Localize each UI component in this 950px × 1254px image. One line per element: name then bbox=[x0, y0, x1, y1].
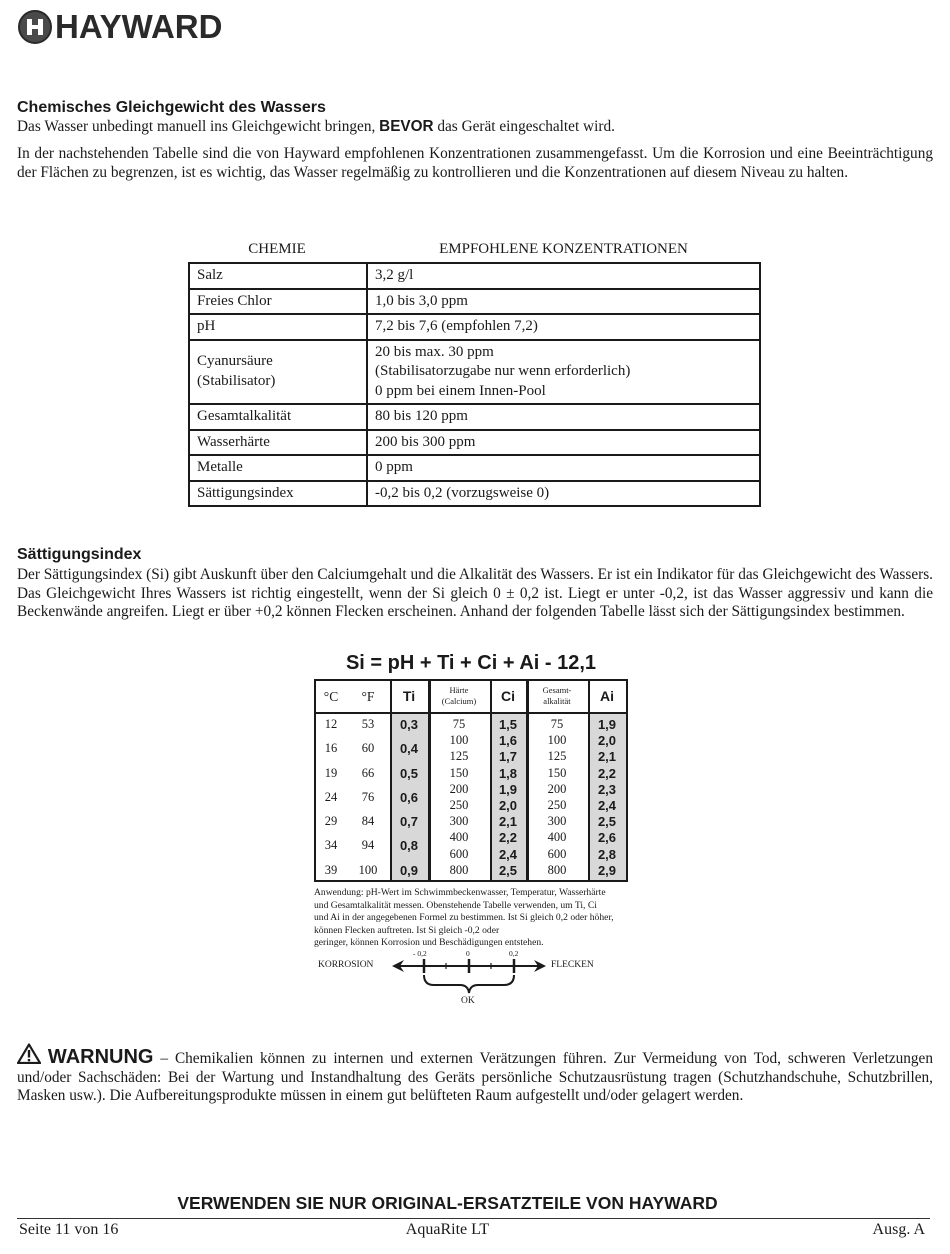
table-row bbox=[189, 481, 760, 507]
chemistry-paragraph: In der nachstehenden Tabelle sind die von Hayward empfohlenen Konzentrationen zusammengefasst. Um die Korrosion und eine Beeinträchtigung der Flächen zu begrenzen, ist es wichtig, das Wasser regelmäßig zu kontrollieren und die Konzentrationen auf diesem Niveau zu halten. bbox=[17, 145, 933, 181]
si-cell: 94 bbox=[361, 838, 375, 852]
si-cell: 29 bbox=[324, 814, 338, 828]
si-cell: 150 bbox=[547, 765, 567, 780]
si-cell: 1,9 bbox=[597, 717, 617, 732]
intro-bold: BEVOR bbox=[379, 118, 434, 135]
chem-value-line: 0 ppm bei einem Innen-Pool bbox=[375, 382, 546, 399]
si-cell: 39 bbox=[324, 863, 338, 877]
table-row bbox=[189, 430, 760, 456]
si-cell: 2,1 bbox=[498, 814, 518, 830]
chem-name: Gesamtalkalität bbox=[189, 404, 367, 430]
si-table-header bbox=[316, 681, 626, 714]
header-hardness-line1: Härte bbox=[449, 685, 469, 695]
si-cell: 400 bbox=[547, 830, 567, 845]
si-cell: 75 bbox=[452, 717, 466, 731]
si-cell: 0,5 bbox=[399, 766, 419, 781]
note-line: und Gesamtalkalität messen. Obenstehende Tabelle verwenden, um Ti, Ci bbox=[314, 899, 597, 911]
si-cell: 800 bbox=[547, 862, 567, 877]
chem-name-line: (Stabilisator) bbox=[197, 372, 276, 389]
si-cell: 0,8 bbox=[399, 838, 419, 853]
chem-value: 200 bis 300 ppm bbox=[367, 430, 760, 456]
si-cell: 250 bbox=[449, 798, 469, 812]
chem-value: 80 bis 120 ppm bbox=[367, 404, 760, 430]
si-cell: 0,9 bbox=[399, 863, 419, 878]
table-row bbox=[189, 455, 760, 481]
si-cell: 2,3 bbox=[597, 781, 617, 797]
header-alkalinity-line1: Gesamt- bbox=[542, 685, 572, 695]
hayward-logo bbox=[18, 10, 222, 44]
chem-value: 1,0 bis 3,0 ppm bbox=[367, 289, 760, 315]
chem-name-line: Cyanursäure bbox=[197, 353, 273, 370]
si-cell: 100 bbox=[449, 733, 469, 748]
header-celsius: °C bbox=[323, 689, 339, 704]
si-cell: 53 bbox=[361, 717, 375, 731]
warning-triangle-icon bbox=[17, 1043, 41, 1064]
header-hardness bbox=[428, 685, 490, 707]
scale-tick-plus: 0,2 bbox=[509, 949, 519, 958]
header-fahrenheit: °F bbox=[361, 689, 375, 704]
chem-name: Sättigungsindex bbox=[189, 481, 367, 507]
saturation-scale-arrow bbox=[390, 955, 550, 997]
si-cell: 34 bbox=[324, 838, 338, 852]
si-cell: 2,2 bbox=[498, 830, 518, 846]
saturation-paragraph: Der Sättigungsindex (Si) gibt Auskunft über den Calciumgehalt und die Alkalität des Wassers. Er ist ein Indikator für das Gleichgewicht des Wassers. Das Gleichgewicht Ihres Wassers ist richtig eingestellt, wenn der Si gleich 0 ± 0,2 ist. Liegt er unter -0,2, ist das Wasser aggressiv und kann die Beckenwände angreifen. Liegt er über +0,2 können Flecken erscheinen. Anhand der folgenden Tabelle lässt sich der Sättigungsindex bestimmen. bbox=[17, 566, 933, 620]
si-cell: 600 bbox=[449, 846, 469, 861]
chem-value: 7,2 bis 7,6 (empfohlen 7,2) bbox=[367, 314, 760, 340]
si-cell: 300 bbox=[449, 814, 469, 829]
si-cell: 75 bbox=[550, 717, 564, 731]
warning-text: – Chemikalien können zu internen und externen Verätzungen führen. Zur Vermeidung von Tod, schweren Verletzungen und/oder Sachschäden: Bei der Wartung und Instandhaltung des Geräts persönliche Schutzausrüstung tragen (Schutzhandschuhe, Schutzbrillen, Masken usw.). Die Aufbereitungsprodukte müssen in einem gut belüfteten Raum aufgestellt und/oder gelagert werden. bbox=[17, 1050, 933, 1104]
si-cell: 0,4 bbox=[399, 741, 419, 756]
header-ai: Ai bbox=[600, 688, 614, 704]
si-cell: 2,4 bbox=[498, 846, 518, 862]
chemistry-table bbox=[188, 262, 761, 507]
chem-header-concentration: EMPFOHLENE KONZENTRATIONEN bbox=[439, 241, 688, 257]
si-cell: 2,1 bbox=[597, 749, 617, 765]
chem-name bbox=[189, 340, 367, 405]
header-ti: Ti bbox=[402, 688, 416, 704]
si-cell: 2,9 bbox=[597, 862, 617, 878]
si-formula: Si = pH + Ti + Ci + Ai - 12,1 bbox=[345, 652, 597, 674]
si-cell: 76 bbox=[361, 790, 375, 804]
si-cell: 2,4 bbox=[597, 798, 617, 813]
chem-value: 3,2 g/l bbox=[367, 263, 760, 289]
chem-header-chemistry: CHEMIE bbox=[248, 241, 306, 257]
si-cell: 200 bbox=[547, 781, 567, 796]
si-cell: 1,9 bbox=[498, 781, 518, 797]
header-ci: Ci bbox=[501, 688, 515, 704]
section-title-chemical-balance: Chemisches Gleichgewicht des Wassers bbox=[17, 99, 326, 116]
footer-title: VERWENDEN SIE NUR ORIGINAL-ERSATZTEILE VON HAYWARD bbox=[177, 1193, 718, 1213]
si-cell: 0,3 bbox=[399, 717, 419, 732]
footer-page-number: Seite 11 von 16 bbox=[19, 1221, 119, 1238]
si-cell: 400 bbox=[449, 830, 469, 845]
footer-divider bbox=[17, 1218, 930, 1219]
scale-tick-zero: 0 bbox=[466, 949, 470, 958]
warning-block bbox=[17, 1043, 933, 1106]
saturation-index-table bbox=[314, 679, 628, 882]
si-cell: 2,5 bbox=[498, 862, 518, 878]
table-row bbox=[189, 404, 760, 430]
si-cell: 12 bbox=[324, 717, 338, 731]
si-cell: 1,7 bbox=[498, 749, 518, 765]
footer-product: AquaRite LT bbox=[405, 1221, 490, 1238]
note-line: können Flecken auftreten. Ist Si gleich -0,2 oder bbox=[314, 924, 500, 936]
scale-label-ok: OK bbox=[461, 996, 475, 1006]
si-cell: 16 bbox=[324, 741, 338, 755]
intro-post: das Gerät eingeschaltet wird. bbox=[433, 118, 615, 135]
si-cell: 600 bbox=[547, 846, 567, 861]
si-cell: 84 bbox=[361, 814, 375, 828]
scale-tick-minus: - 0,2 bbox=[413, 949, 427, 958]
note-line: Anwendung: pH-Wert im Schwimmbeckenwasser, Temperatur, Wasserhärte bbox=[314, 887, 606, 898]
table-row bbox=[189, 314, 760, 340]
table-row bbox=[189, 340, 760, 405]
chem-value bbox=[367, 340, 760, 405]
si-cell: 100 bbox=[547, 733, 567, 748]
si-cell: 150 bbox=[449, 765, 469, 780]
si-cell: 2,5 bbox=[597, 814, 617, 830]
si-cell: 125 bbox=[449, 749, 469, 764]
si-cell: 125 bbox=[547, 749, 567, 764]
chem-value: 0 ppm bbox=[367, 455, 760, 481]
chem-value-line: 20 bis max. 30 ppm bbox=[375, 343, 494, 360]
intro-pre: Das Wasser unbedingt manuell ins Gleichgewicht bringen, bbox=[17, 118, 380, 135]
si-cell: 200 bbox=[449, 781, 469, 796]
si-cell: 2,2 bbox=[597, 765, 617, 781]
chem-value: -0,2 bis 0,2 (vorzugsweise 0) bbox=[367, 481, 760, 507]
si-cell: 2,0 bbox=[597, 733, 617, 749]
si-cell: 2,8 bbox=[597, 846, 617, 862]
si-cell: 0,7 bbox=[399, 814, 419, 829]
si-cell: 60 bbox=[361, 741, 375, 755]
table-row bbox=[189, 289, 760, 315]
chem-name: Freies Chlor bbox=[189, 289, 367, 315]
warning-label: WARNUNG bbox=[47, 1046, 154, 1068]
si-usage-note bbox=[314, 887, 644, 950]
si-cell: 800 bbox=[449, 862, 469, 877]
si-cell: 19 bbox=[324, 766, 338, 780]
logo-text: HAYWARD bbox=[55, 8, 223, 45]
chem-value-line: (Stabilisatorzugabe nur wenn erforderlich) bbox=[375, 363, 631, 379]
header-alkalinity-line2: alkalität bbox=[543, 696, 571, 706]
chem-name: Salz bbox=[189, 263, 367, 289]
footer-edition: Ausg. A bbox=[872, 1221, 925, 1238]
table-row bbox=[189, 263, 760, 289]
si-cell: 1,6 bbox=[498, 733, 518, 749]
section-title-saturation-index: Sättigungsindex bbox=[17, 546, 142, 563]
hayward-logo-icon bbox=[18, 10, 52, 44]
note-line: geringer, können Korrosion und Beschädigungen entstehen. bbox=[314, 937, 544, 948]
si-cell: 0,6 bbox=[399, 790, 419, 805]
chem-name: Wasserhärte bbox=[189, 430, 367, 456]
chem-name: Metalle bbox=[189, 455, 367, 481]
si-cell: 1,8 bbox=[498, 765, 518, 781]
si-cell: 1,5 bbox=[498, 717, 518, 732]
header-hardness-line2: (Calcium) bbox=[441, 696, 477, 706]
note-line: und Ai in der angegebenen Formel zu bestimmen. Ist Si gleich 0,2 oder höher, bbox=[314, 912, 614, 923]
header-alkalinity bbox=[526, 685, 588, 707]
si-cell: 66 bbox=[361, 766, 375, 780]
si-cell: 2,6 bbox=[597, 830, 617, 846]
scale-label-stains: FLECKEN bbox=[551, 960, 594, 970]
si-cell: 2,0 bbox=[498, 798, 518, 813]
si-cell: 24 bbox=[324, 790, 338, 804]
chem-name: pH bbox=[189, 314, 367, 340]
intro-line bbox=[17, 118, 933, 137]
si-cell: 100 bbox=[358, 863, 378, 877]
si-cell: 250 bbox=[547, 798, 567, 812]
scale-label-corrosion: KORROSION bbox=[318, 960, 374, 970]
si-cell: 300 bbox=[547, 814, 567, 829]
